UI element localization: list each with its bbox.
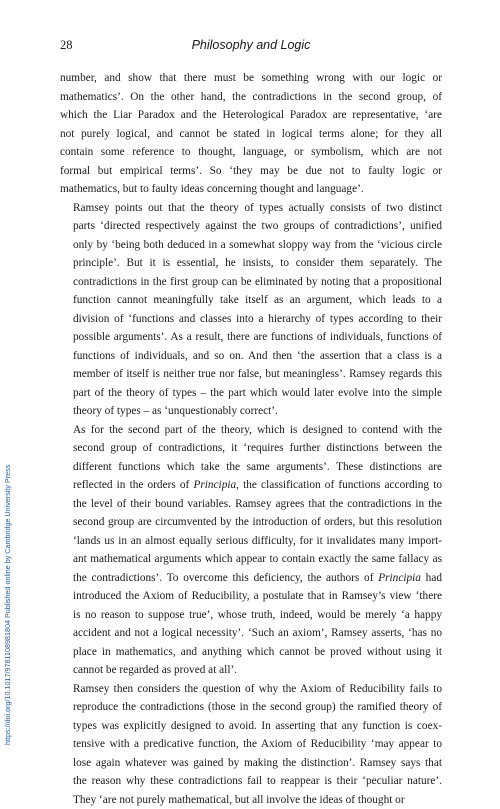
text-line: accident and not a logical necessity’. ‘Such an axiom’, Ramsey asserts, ‘has no	[60, 624, 442, 643]
text-line: mathematics’. On the other hand, the contradictions in the second group, of	[60, 88, 442, 107]
text-line: formal but empirical terms’. So ‘they may be due not to faulty logic or	[60, 162, 442, 181]
text-line: parts ‘directed respectively against the two groups of contradictions’, unified	[60, 217, 442, 236]
text-line: second group are circumvented by the introduction of orders, but this resolution	[60, 513, 442, 532]
text-line: the reason why these contradictions fail to reappear is their ‘peculiar nature’.	[60, 772, 442, 791]
text-line: possible arguments’. As a result, there are functions of individuals, functions of	[60, 328, 442, 347]
text-line: the contradictions’. To overcome this deficiency, the authors of Principia had	[60, 569, 442, 588]
paragraph	[60, 199, 442, 421]
text-line: place in mathematics, and anything which cannot be proved without using it	[60, 643, 442, 662]
text-line: second group of contradictions, it ‘requires further distinctions between the	[60, 439, 442, 458]
body-text	[60, 69, 442, 809]
text-line: number, and show that there must be something wrong with our logic or	[60, 69, 442, 88]
text-line: member of itself is neither true nor false, but meaningless’. Ramsey regards this	[60, 365, 442, 384]
text-line: Ramsey points out that the theory of types actually consists of two distinct	[60, 199, 442, 218]
text-line: contain some reference to thought, language, or symbolism, which are not	[60, 143, 442, 162]
text-line: They ‘are not purely mathematical, but all involve the ideas of thought or	[60, 791, 442, 809]
running-head: Philosophy and Logic	[60, 38, 442, 52]
text-line: function cannot meaningfully take itself as an argument, which leads to a	[60, 291, 442, 310]
text-line: principle’. But it is essential, he insists, to consider them separately. The	[60, 254, 442, 273]
book-title: Principia	[378, 572, 421, 584]
text-line: reflected in the orders of Principia, the classification of functions according to	[60, 476, 442, 495]
page-header	[60, 38, 442, 54]
paragraph	[60, 69, 442, 199]
text-line: lose again whatever was gained by making the distinction’. Ramsey says that	[60, 754, 442, 773]
text-line: only by ‘being both deduced in a somewhat sloppy way from the ‘vicious circle	[60, 236, 442, 255]
text-line: types was explicitly designed to avoid. In asserting that any function is coex-	[60, 717, 442, 736]
text-line: tensive with a predicative function, the Axiom of Reducibility ‘may appear to	[60, 735, 442, 754]
text-line: part of the theory of types – the part which would later evolve into the simple	[60, 384, 442, 403]
page-number: 28	[60, 38, 73, 53]
doi-publisher-credit[interactable]: https://doi.org/10.1017/9781108981804 Published online by Cambridge University Press	[3, 465, 12, 745]
text-line: different functions which take the same arguments’. These distinctions are	[60, 458, 442, 477]
text-line: cannot be regarded as proved at all’.	[60, 661, 442, 680]
text-line: introduced the Axiom of Reducibility, a postulate that in Ramsey’s view ‘there	[60, 587, 442, 606]
text-line: which the Liar Paradox and the Heterological Paradox are representative, ‘are	[60, 106, 442, 125]
text-line: Ramsey then considers the question of why the Axiom of Reducibility fails to	[60, 680, 442, 699]
text-line: ‘lands us in an almost equally serious difficulty, for it invalidates many import-	[60, 532, 442, 551]
paragraph	[60, 680, 442, 809]
text-line: not purely logical, and cannot be stated in logical terms alone; for they all	[60, 125, 442, 144]
text-line: As for the second part of the theory, which is designed to contend with the	[60, 421, 442, 440]
text-line: functions of individuals, and so on. And then ‘the assertion that a class is a	[60, 347, 442, 366]
text-line: is no reason to suppose true’, whose truth, indeed, would be merely ‘a happy	[60, 606, 442, 625]
text-line: theory of types – as ‘unquestionably correct’.	[60, 402, 442, 421]
text-line: division of ‘functions and classes into a hierarchy of types according to their	[60, 310, 442, 329]
book-title: Principia	[193, 479, 236, 491]
text-line: reproduce the contradictions (those in the second group) the ramified theory of	[60, 698, 442, 717]
text-line: contradictions in the first group can be eliminated by noting that a propositional	[60, 273, 442, 292]
text-line: mathematics, but to faulty ideas concerning thought and language’.	[60, 180, 442, 199]
text-line: the level of their bound variables. Ramsey agrees that the contradictions in the	[60, 495, 442, 514]
text-line: ant mathematical arguments which appear to contain exactly the same fallacy as	[60, 550, 442, 569]
paragraph	[60, 421, 442, 680]
